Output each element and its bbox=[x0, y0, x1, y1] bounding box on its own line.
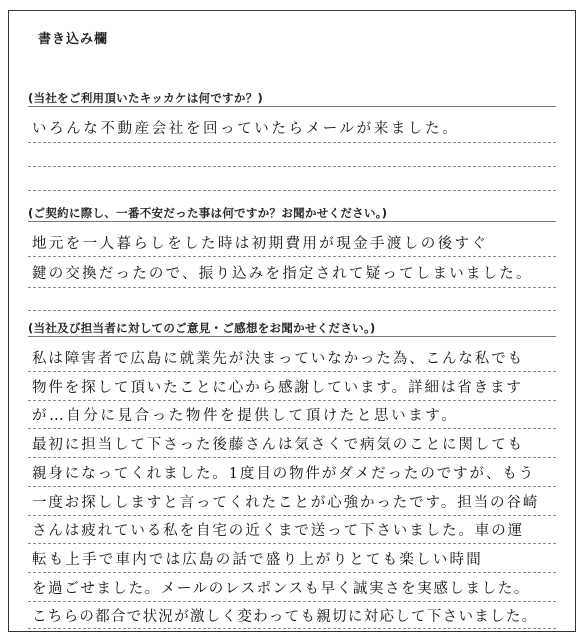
ruled-line bbox=[28, 486, 556, 487]
ruled-line bbox=[28, 628, 556, 629]
ruled-line bbox=[28, 543, 556, 544]
handwritten-line: 物件を探して頂いたことに心から感謝しています。詳細は省きます bbox=[32, 380, 523, 396]
ruled-line bbox=[28, 287, 556, 288]
handwritten-line: 鍵の交換だったので、振り込みを指定されて疑ってしまいました。 bbox=[32, 266, 533, 282]
handwritten-line: さんは疲れている私を自宅の近くまで送って下さいました。車の運 bbox=[32, 523, 524, 539]
ruled-line bbox=[28, 371, 556, 372]
handwritten-line: を過ごせました。メールのレスポンスも早く誠実さを実感しました。 bbox=[32, 581, 530, 597]
ruled-line bbox=[28, 428, 556, 429]
section-label-feedback: (当社及び担当者に対してのご意見・ご感想をお聞かせください。) bbox=[28, 321, 376, 335]
ruled-line bbox=[28, 457, 556, 458]
ruled-line bbox=[28, 601, 556, 602]
ruled-line bbox=[28, 142, 556, 143]
handwritten-line: 私は障害者で広島に就業先が決まっていなかった為、こんな私でも bbox=[32, 351, 524, 367]
form-title: 書き込み欄 bbox=[38, 32, 109, 47]
handwritten-line: が…自分に見合った物件を提供して頂けたと思います。 bbox=[32, 408, 459, 424]
ruled-line bbox=[28, 190, 556, 191]
ruled-line bbox=[28, 400, 556, 401]
handwritten-line: 転も上手で車内では広島の話で盛り上がりとても楽しい時間 bbox=[32, 552, 483, 568]
handwritten-line: 親身になってくれました。1度目の物件がダメだったのですが、もう bbox=[32, 466, 536, 482]
ruled-line bbox=[28, 515, 556, 516]
ruled-line bbox=[28, 572, 556, 573]
section-divider bbox=[28, 221, 556, 222]
section-label-reason: (当社をご利用頂いたキッカケは何ですか？) bbox=[28, 91, 264, 105]
handwritten-line: こちらの都合で状況が激しく変わっても親切に対応して下さいました。 bbox=[32, 609, 538, 625]
handwritten-line: 一度お探ししますと言ってくれたことが心強かったです。担当の谷崎 bbox=[32, 495, 540, 511]
ruled-line bbox=[28, 166, 556, 167]
handwritten-line: いろんな不動産会社を回っていたらメールが来ました。 bbox=[32, 121, 460, 137]
section-label-concern: (ご契約に際し、一番不安だった事は何ですか？お聞かせください。) bbox=[28, 206, 388, 220]
handwritten-line: 最初に担当して下さった後藤さんは気さくで病気のことに関しても bbox=[32, 437, 524, 453]
section-divider bbox=[28, 106, 556, 107]
ruled-line bbox=[28, 256, 556, 257]
section-divider bbox=[28, 336, 556, 337]
handwritten-line: 地元を一人暮らしをした時は初期費用が現金手渡しの後すぐ bbox=[32, 236, 489, 252]
ruled-line bbox=[28, 310, 556, 311]
